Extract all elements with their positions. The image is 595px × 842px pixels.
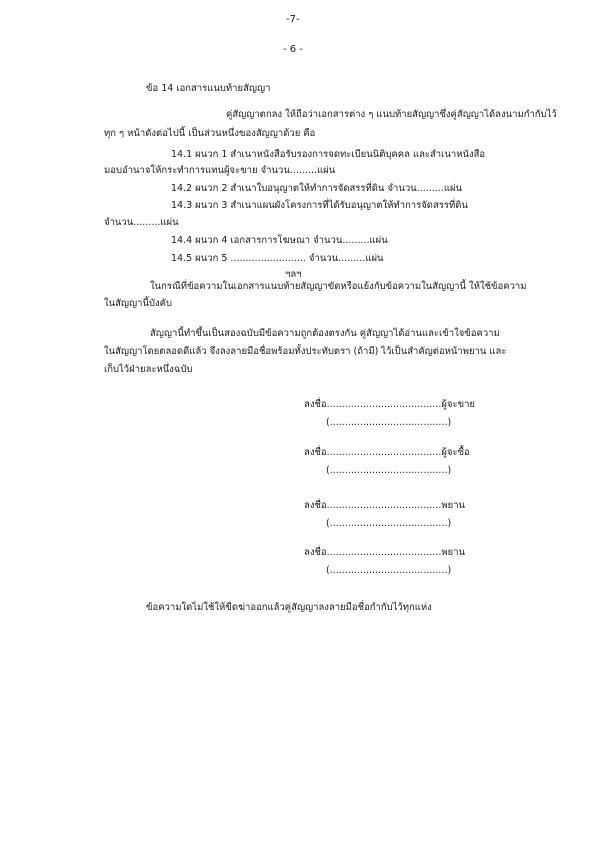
- attachment-item-1-line-2: มอบอำนาจให้กระทำการแทนผู้จะขาย จำนวน.........แผ่น: [104, 165, 336, 176]
- separator: ฯลฯ: [285, 269, 302, 280]
- attachment-item-3-line-1: 14.3 ผนวก 3 สำเนาแผนผังโครงการที่ได้รับอนุญาตให้ทำการจัดสรรที่ดิน: [171, 200, 468, 211]
- footer-note: ข้อความใดไม่ใช้ให้ขีดฆ่าออกแล้วคู่สัญญาลงลายมือชื่อกำกับไว้ทุกแห่ง: [146, 602, 432, 613]
- intro-line-2: ทุก ๆ หน้าดังต่อไปนี้ เป็นส่วนหนึ่งของสัญญาด้วย คือ: [104, 128, 316, 139]
- attachment-item-3-line-2: จำนวน.........แผ่น: [104, 217, 179, 228]
- signature-buyer-name: (.......................................): [326, 465, 452, 476]
- conflict-clause-line-1: ในกรณีที่ข้อความในเอกสารแนบท้ายสัญญาขัดหรือแย้งกับข้อความในสัญญานี้ ให้ใช้ข้อความ: [150, 281, 527, 292]
- signature-seller-name: (.......................................): [326, 417, 452, 428]
- closing-line-3: เก็บไว้ฝ่ายละหนึ่งฉบับ: [104, 364, 193, 375]
- closing-line-2: ในสัญญาโดยตลอดดีแล้ว จึงลงลายมือชื่อพร้อมทั้งประทับตรา (ถ้ามี) ไว้เป็นสำคัญต่อหน้าพยาน และ: [104, 346, 507, 357]
- attachment-item-2: 14.2 ผนวก 2 สำเนาใบอนุญาตให้ทำการจัดสรรที่ดิน จำนวน.........แผ่น: [171, 183, 463, 194]
- page-number-second: - 6 -: [283, 44, 303, 55]
- signature-witness-1-name: (.......................................): [326, 518, 452, 529]
- page-number-top: -7-: [286, 14, 300, 25]
- attachment-item-5: 14.5 ผนวก 5 ......................... จำนวน.........แผ่น: [171, 253, 384, 264]
- conflict-clause-line-2: ในสัญญานี้บังคับ: [104, 298, 173, 309]
- attachment-item-1-line-1: 14.1 ผนวก 1 สำเนาหนังสือรับรองการจดทะเบียนนิติบุคคล และสำเนาหนังสือ: [171, 149, 486, 160]
- closing-line-1: สัญญานี้ทำขึ้นเป็นสองฉบับมีข้อความถูกต้องตรงกัน คู่สัญญาได้อ่านและเข้าใจข้อความ: [150, 328, 500, 339]
- signature-witness-2: ลงชื่อ......................................พยาน: [304, 547, 466, 558]
- signature-buyer: ลงชื่อ......................................ผู้จะซื้อ: [304, 447, 470, 458]
- signature-seller: ลงชื่อ......................................ผู้จะขาย: [304, 399, 475, 410]
- intro-line-1: คู่สัญญาตกลง ให้ถือว่าเอกสารต่าง ๆ แนบท้ายสัญญาซึ่งคู่สัญญาได้ลงนามกำกับไว้: [226, 109, 557, 120]
- section-heading: ข้อ 14 เอกสารแนบท้ายสัญญา: [146, 83, 271, 94]
- attachment-item-4: 14.4 ผนวก 4 เอกสารการโฆษณา จำนวน.........แผ่น: [171, 235, 388, 246]
- signature-witness-1: ลงชื่อ......................................พยาน: [304, 500, 466, 511]
- signature-witness-2-name: (.......................................): [326, 565, 452, 576]
